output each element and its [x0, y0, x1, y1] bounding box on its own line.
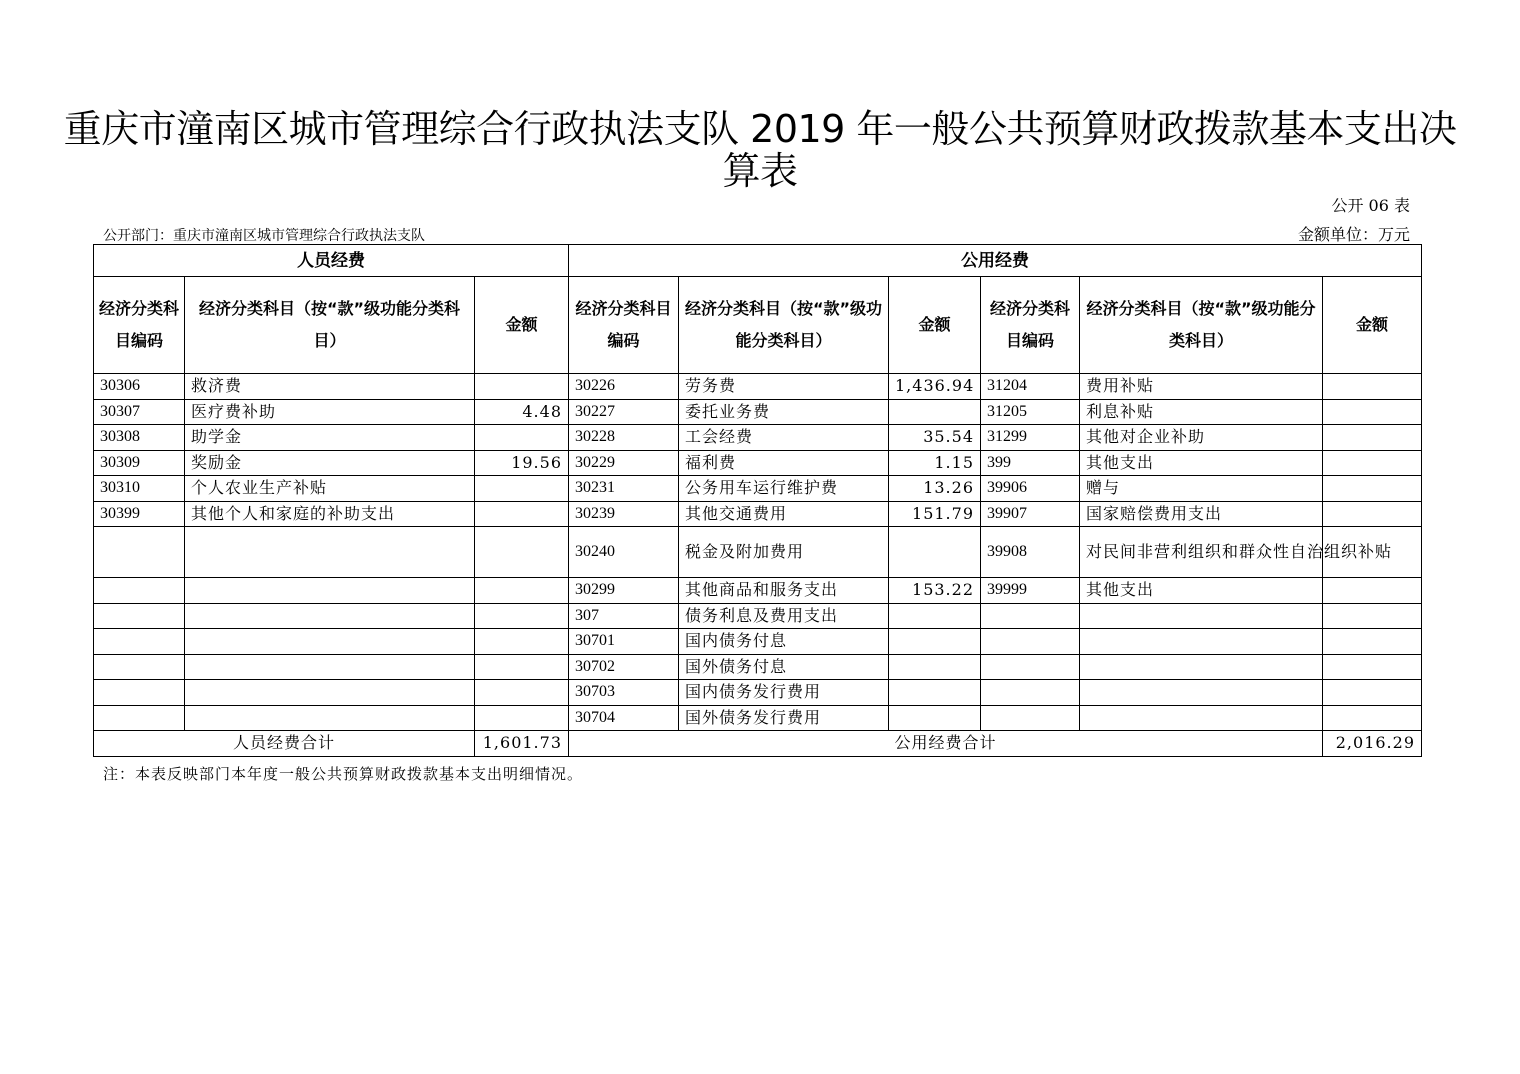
public-amount [889, 603, 981, 629]
public-code: 30226 [569, 374, 679, 400]
personnel-name [185, 603, 475, 629]
public-amount: 1.15 [889, 450, 981, 476]
public-name: 国外债务发行费用 [679, 705, 889, 731]
header-amount: 金额 [475, 277, 569, 374]
public-amount [1323, 425, 1422, 451]
public-name: 对民间非营利组织和群众性自治组织补贴 [1080, 527, 1323, 578]
personnel-amount [475, 603, 569, 629]
personnel-amount: 19.56 [475, 450, 569, 476]
public-code: 399 [981, 450, 1080, 476]
public-code [981, 680, 1080, 706]
personnel-code: 30308 [94, 425, 185, 451]
public-code [981, 654, 1080, 680]
public-amount [1323, 603, 1422, 629]
public-total-amount: 2,016.29 [1323, 731, 1422, 757]
table-row [94, 705, 1422, 731]
personnel-code [94, 603, 185, 629]
public-amount [1323, 476, 1422, 502]
public-name: 国内债务付息 [679, 629, 889, 655]
table-row [94, 501, 1422, 527]
public-name: 委托业务费 [679, 399, 889, 425]
personnel-amount: 4.48 [475, 399, 569, 425]
table-row [94, 425, 1422, 451]
public-amount [1323, 399, 1422, 425]
amount-unit-label: 金额单位：万元 [1297, 225, 1410, 244]
public-code: 307 [569, 603, 679, 629]
personnel-name [185, 705, 475, 731]
public-amount [889, 527, 981, 578]
public-code: 30231 [569, 476, 679, 502]
public-name: 税金及附加费用 [679, 527, 889, 578]
header-public: 公用经费 [569, 245, 1422, 277]
personnel-code: 30306 [94, 374, 185, 400]
public-name: 利息补贴 [1080, 399, 1323, 425]
public-name: 其他支出 [1080, 450, 1323, 476]
personnel-code [94, 527, 185, 578]
table-row [94, 578, 1422, 604]
personnel-amount [475, 680, 569, 706]
header-code: 经济分类科目编码 [569, 277, 679, 374]
header-code: 经济分类科目编码 [981, 277, 1080, 374]
public-code: 39906 [981, 476, 1080, 502]
public-amount [1323, 654, 1422, 680]
public-amount: 151.79 [889, 501, 981, 527]
public-code: 31205 [981, 399, 1080, 425]
public-name: 国外债务付息 [679, 654, 889, 680]
public-amount: 35.54 [889, 425, 981, 451]
public-name: 国内债务发行费用 [679, 680, 889, 706]
public-amount [1323, 450, 1422, 476]
public-amount: 153.22 [889, 578, 981, 604]
totals-row [94, 731, 1422, 757]
public-name: 其他交通费用 [679, 501, 889, 527]
public-code: 30228 [569, 425, 679, 451]
public-amount [889, 680, 981, 706]
header-amount: 金额 [889, 277, 981, 374]
table-row [94, 527, 1422, 578]
personnel-name [185, 527, 475, 578]
personnel-code: 30307 [94, 399, 185, 425]
header-row-columns [94, 277, 1422, 374]
personnel-name: 其他个人和家庭的补助支出 [185, 501, 475, 527]
expenditure-table [93, 244, 1422, 757]
personnel-code [94, 629, 185, 655]
public-code [981, 629, 1080, 655]
header-row-groups [94, 245, 1422, 277]
public-amount [889, 654, 981, 680]
public-code: 30703 [569, 680, 679, 706]
public-amount [1323, 578, 1422, 604]
department-label: 公开部门：重庆市潼南区城市管理综合行政执法支队 [103, 228, 425, 244]
personnel-total-amount: 1,601.73 [475, 731, 569, 757]
table-row [94, 476, 1422, 502]
public-code: 39999 [981, 578, 1080, 604]
personnel-name [185, 654, 475, 680]
public-name [1080, 654, 1323, 680]
personnel-amount [475, 374, 569, 400]
table-row [94, 399, 1422, 425]
header-personnel: 人员经费 [94, 245, 569, 277]
table-row [94, 629, 1422, 655]
table-row [94, 603, 1422, 629]
public-total-label: 公用经费合计 [569, 731, 1323, 757]
public-code: 30227 [569, 399, 679, 425]
personnel-amount [475, 578, 569, 604]
public-code [981, 603, 1080, 629]
public-code: 39907 [981, 501, 1080, 527]
public-name: 其他商品和服务支出 [679, 578, 889, 604]
public-name: 债务利息及费用支出 [679, 603, 889, 629]
table-row [94, 654, 1422, 680]
personnel-amount [475, 654, 569, 680]
personnel-code: 30399 [94, 501, 185, 527]
personnel-amount [475, 705, 569, 731]
table-row [94, 374, 1422, 400]
personnel-amount [475, 476, 569, 502]
personnel-code [94, 680, 185, 706]
public-code: 30702 [569, 654, 679, 680]
page-title: 重庆市潼南区城市管理综合行政执法支队 2019 年一般公共预算财政拨款基本支出决算表 [63, 107, 1457, 193]
personnel-amount [475, 527, 569, 578]
header-code: 经济分类科目编码 [94, 277, 185, 374]
table-row [94, 450, 1422, 476]
personnel-name: 奖励金 [185, 450, 475, 476]
footnote: 注：本表反映部门本年度一般公共预算财政拨款基本支出明细情况。 [103, 765, 584, 783]
public-code: 31299 [981, 425, 1080, 451]
table-row [94, 680, 1422, 706]
public-name: 国家赔偿费用支出 [1080, 501, 1323, 527]
personnel-code [94, 578, 185, 604]
public-name: 福利费 [679, 450, 889, 476]
personnel-name [185, 629, 475, 655]
personnel-name: 医疗费补助 [185, 399, 475, 425]
public-name: 工会经费 [679, 425, 889, 451]
public-amount [889, 629, 981, 655]
personnel-name: 个人农业生产补贴 [185, 476, 475, 502]
public-code [981, 705, 1080, 731]
personnel-name: 救济费 [185, 374, 475, 400]
public-amount [1323, 501, 1422, 527]
personnel-name [185, 680, 475, 706]
public-code: 30239 [569, 501, 679, 527]
public-amount [1323, 705, 1422, 731]
public-code: 30704 [569, 705, 679, 731]
public-name: 其他对企业补助 [1080, 425, 1323, 451]
public-amount [889, 399, 981, 425]
public-code: 39908 [981, 527, 1080, 578]
public-amount: 13.26 [889, 476, 981, 502]
public-name [1080, 680, 1323, 706]
header-name: 经济分类科目（按“款”级功能分类科目） [679, 277, 889, 374]
personnel-code [94, 654, 185, 680]
public-name [1080, 629, 1323, 655]
public-code: 31204 [981, 374, 1080, 400]
personnel-name: 助学金 [185, 425, 475, 451]
personnel-amount [475, 501, 569, 527]
public-name: 赠与 [1080, 476, 1323, 502]
personnel-amount [475, 629, 569, 655]
public-code: 30229 [569, 450, 679, 476]
public-name: 费用补贴 [1080, 374, 1323, 400]
personnel-code: 30309 [94, 450, 185, 476]
form-number: 公开 06 表 [1331, 196, 1410, 215]
header-name: 经济分类科目（按“款”级功能分类科目） [1080, 277, 1323, 374]
personnel-code [94, 705, 185, 731]
header-name: 经济分类科目（按“款”级功能分类科目） [185, 277, 475, 374]
public-amount [1323, 680, 1422, 706]
public-amount [1323, 629, 1422, 655]
header-amount: 金额 [1323, 277, 1422, 374]
public-amount: 1,436.94 [889, 374, 981, 400]
public-name: 公务用车运行维护费 [679, 476, 889, 502]
public-name [1080, 705, 1323, 731]
public-name: 其他支出 [1080, 578, 1323, 604]
personnel-amount [475, 425, 569, 451]
public-code: 30299 [569, 578, 679, 604]
public-name [1080, 603, 1323, 629]
public-amount [1323, 374, 1422, 400]
public-name: 劳务费 [679, 374, 889, 400]
personnel-name [185, 578, 475, 604]
personnel-code: 30310 [94, 476, 185, 502]
public-amount [889, 705, 981, 731]
public-code: 30240 [569, 527, 679, 578]
personnel-total-label: 人员经费合计 [94, 731, 475, 757]
public-code: 30701 [569, 629, 679, 655]
